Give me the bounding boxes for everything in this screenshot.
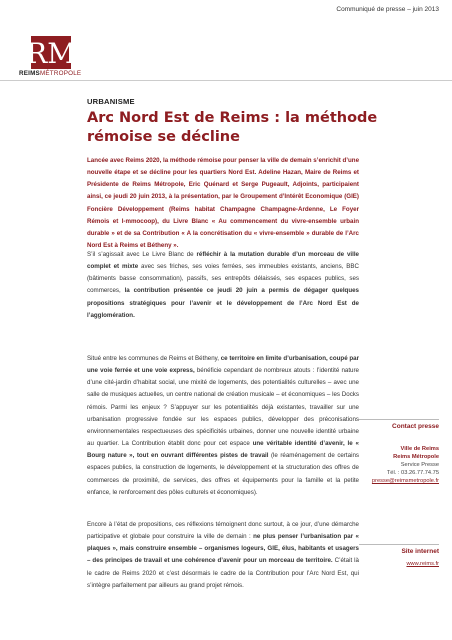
header-divider [0, 80, 452, 81]
contact-divider [359, 419, 439, 420]
contact-service: Service Presse [400, 462, 439, 468]
section-label: URBANISME [87, 97, 135, 106]
body-paragraph-1: S’il s’agissait avec Le Livre Blanc de réfléchir à la mutation durable d’un morceau de ville complet et mixte avec ses friches, ses voies ferrées, ses immeubles existants, anciens, BBC (bâtiments basse consommation), passifs, ses entrepôts délaissés, ses espaces publics, ses commerces, la contribution présentée ce jeudi 20 juin a permis de dégager quelques propositions stratégiques pour l’avenir et le développement de l’Arc Nord Est de l’agglomération. [87, 251, 359, 319]
website-heading: Site internet [401, 548, 439, 555]
svg-text:RM: RM [26, 37, 76, 70]
reims-metropole-logo [26, 36, 76, 70]
logo-brand-b: MÉTROPOLE [39, 70, 82, 77]
website-block [359, 548, 439, 568]
contact-org-2: Reims Métropole [393, 454, 439, 460]
contact-phone: Tél. : 03.26.77.74.75 [386, 470, 439, 476]
page-title: Arc Nord Est de Reims : la méthode rémoise se décline [87, 110, 378, 145]
logo-wordmark [19, 70, 81, 77]
website-link[interactable]: www.reims.fr [406, 561, 439, 567]
logo-brand-a: REIMS [19, 70, 40, 77]
rm-monogram-icon [26, 36, 76, 70]
lead-paragraph: Lancée avec Reims 2020, la méthode rémoise pour penser la ville de demain s’enrichit d’une nouvelle étape et se décline pour les quartiers Nord Est. Adeline Hazan, Maire de Reims et Présidente de Reims Métropole, Eric Quénard et Serge Pugeault, Adjoints, participaient ainsi, ce jeudi 20 juin 2013, à la présentation, par le Groupement d’Intérêt Economique (GIE) Foncière Développement (Reims habitat Champagne Champagne-Ardenne, Le Foyer Rémois et l-mmocoop), du Livre Blanc « Au commencement du vivre-ensemble urbain durable » et de sa Contribution « A la concrétisation du « vivre-ensemble » durable de l’Arc Nord Est à Reims et Bétheny ». [87, 157, 360, 250]
contact-org-1: Ville de Reims [400, 446, 439, 452]
body-paragraph-3: Encore à l’état de propositions, ces réflexions témoignent donc surtout, à ce jour, d’une démarche participative et globale pour construire la ville de demain : ne plus penser l’urbanisation par « plaques », mais construire ensemble – organismes logeurs, GIE, élus, habitants et usagers – des principes de travail et une cohérence d’avenir pour un morceau de territoire. C’était là le cadre de Reims 2020 et c’est désormais le cadre de la Contribution pour l’Arc Nord Est, qui s’intègre parfaitement par ailleurs au grand projet rémois. [87, 521, 359, 589]
body-paragraph-2: Situé entre les communes de Reims et Bétheny, ce territoire en limite d’urbanisation, coupé par une voie ferrée et une voie express, bénéficie cependant de nombreux atouts : l’identité nature d’une cité-jardin d’habitat social, une mixité de logements, des potentialités culturelles – avec une salle de musiques actuelles, un centre national de création musicale – et économiques – les Docks rémois. Parmi les enjeux ? S’appuyer sur les potentialités déjà existantes, travailler sur une urbanisation progressive fondée sur les espaces publics, développer des préconisations environnementales respectueuses des spécificités urbaines, donner une nouvelle identité urbaine au quartier. La Contribution établit donc pour cet espace une véritable identité d’avenir, le « Bourg nature », tout en ouvrant différentes pistes de travail (le réaménagement de certains espaces publics, la construction de logements, le développement et la structuration des offres de commerces de proximité, de services, des offres et équipements pour la famille et la petite enfance, le renforcement des pôles culturels et économiques). [87, 355, 359, 496]
press-contact [359, 423, 439, 485]
website-divider [359, 544, 439, 545]
dateline: Communiqué de presse – juin 2013 [336, 6, 439, 13]
contact-heading: Contact presse [392, 423, 439, 430]
contact-email-link[interactable]: presse@reimsmetropole.fr [371, 478, 439, 484]
